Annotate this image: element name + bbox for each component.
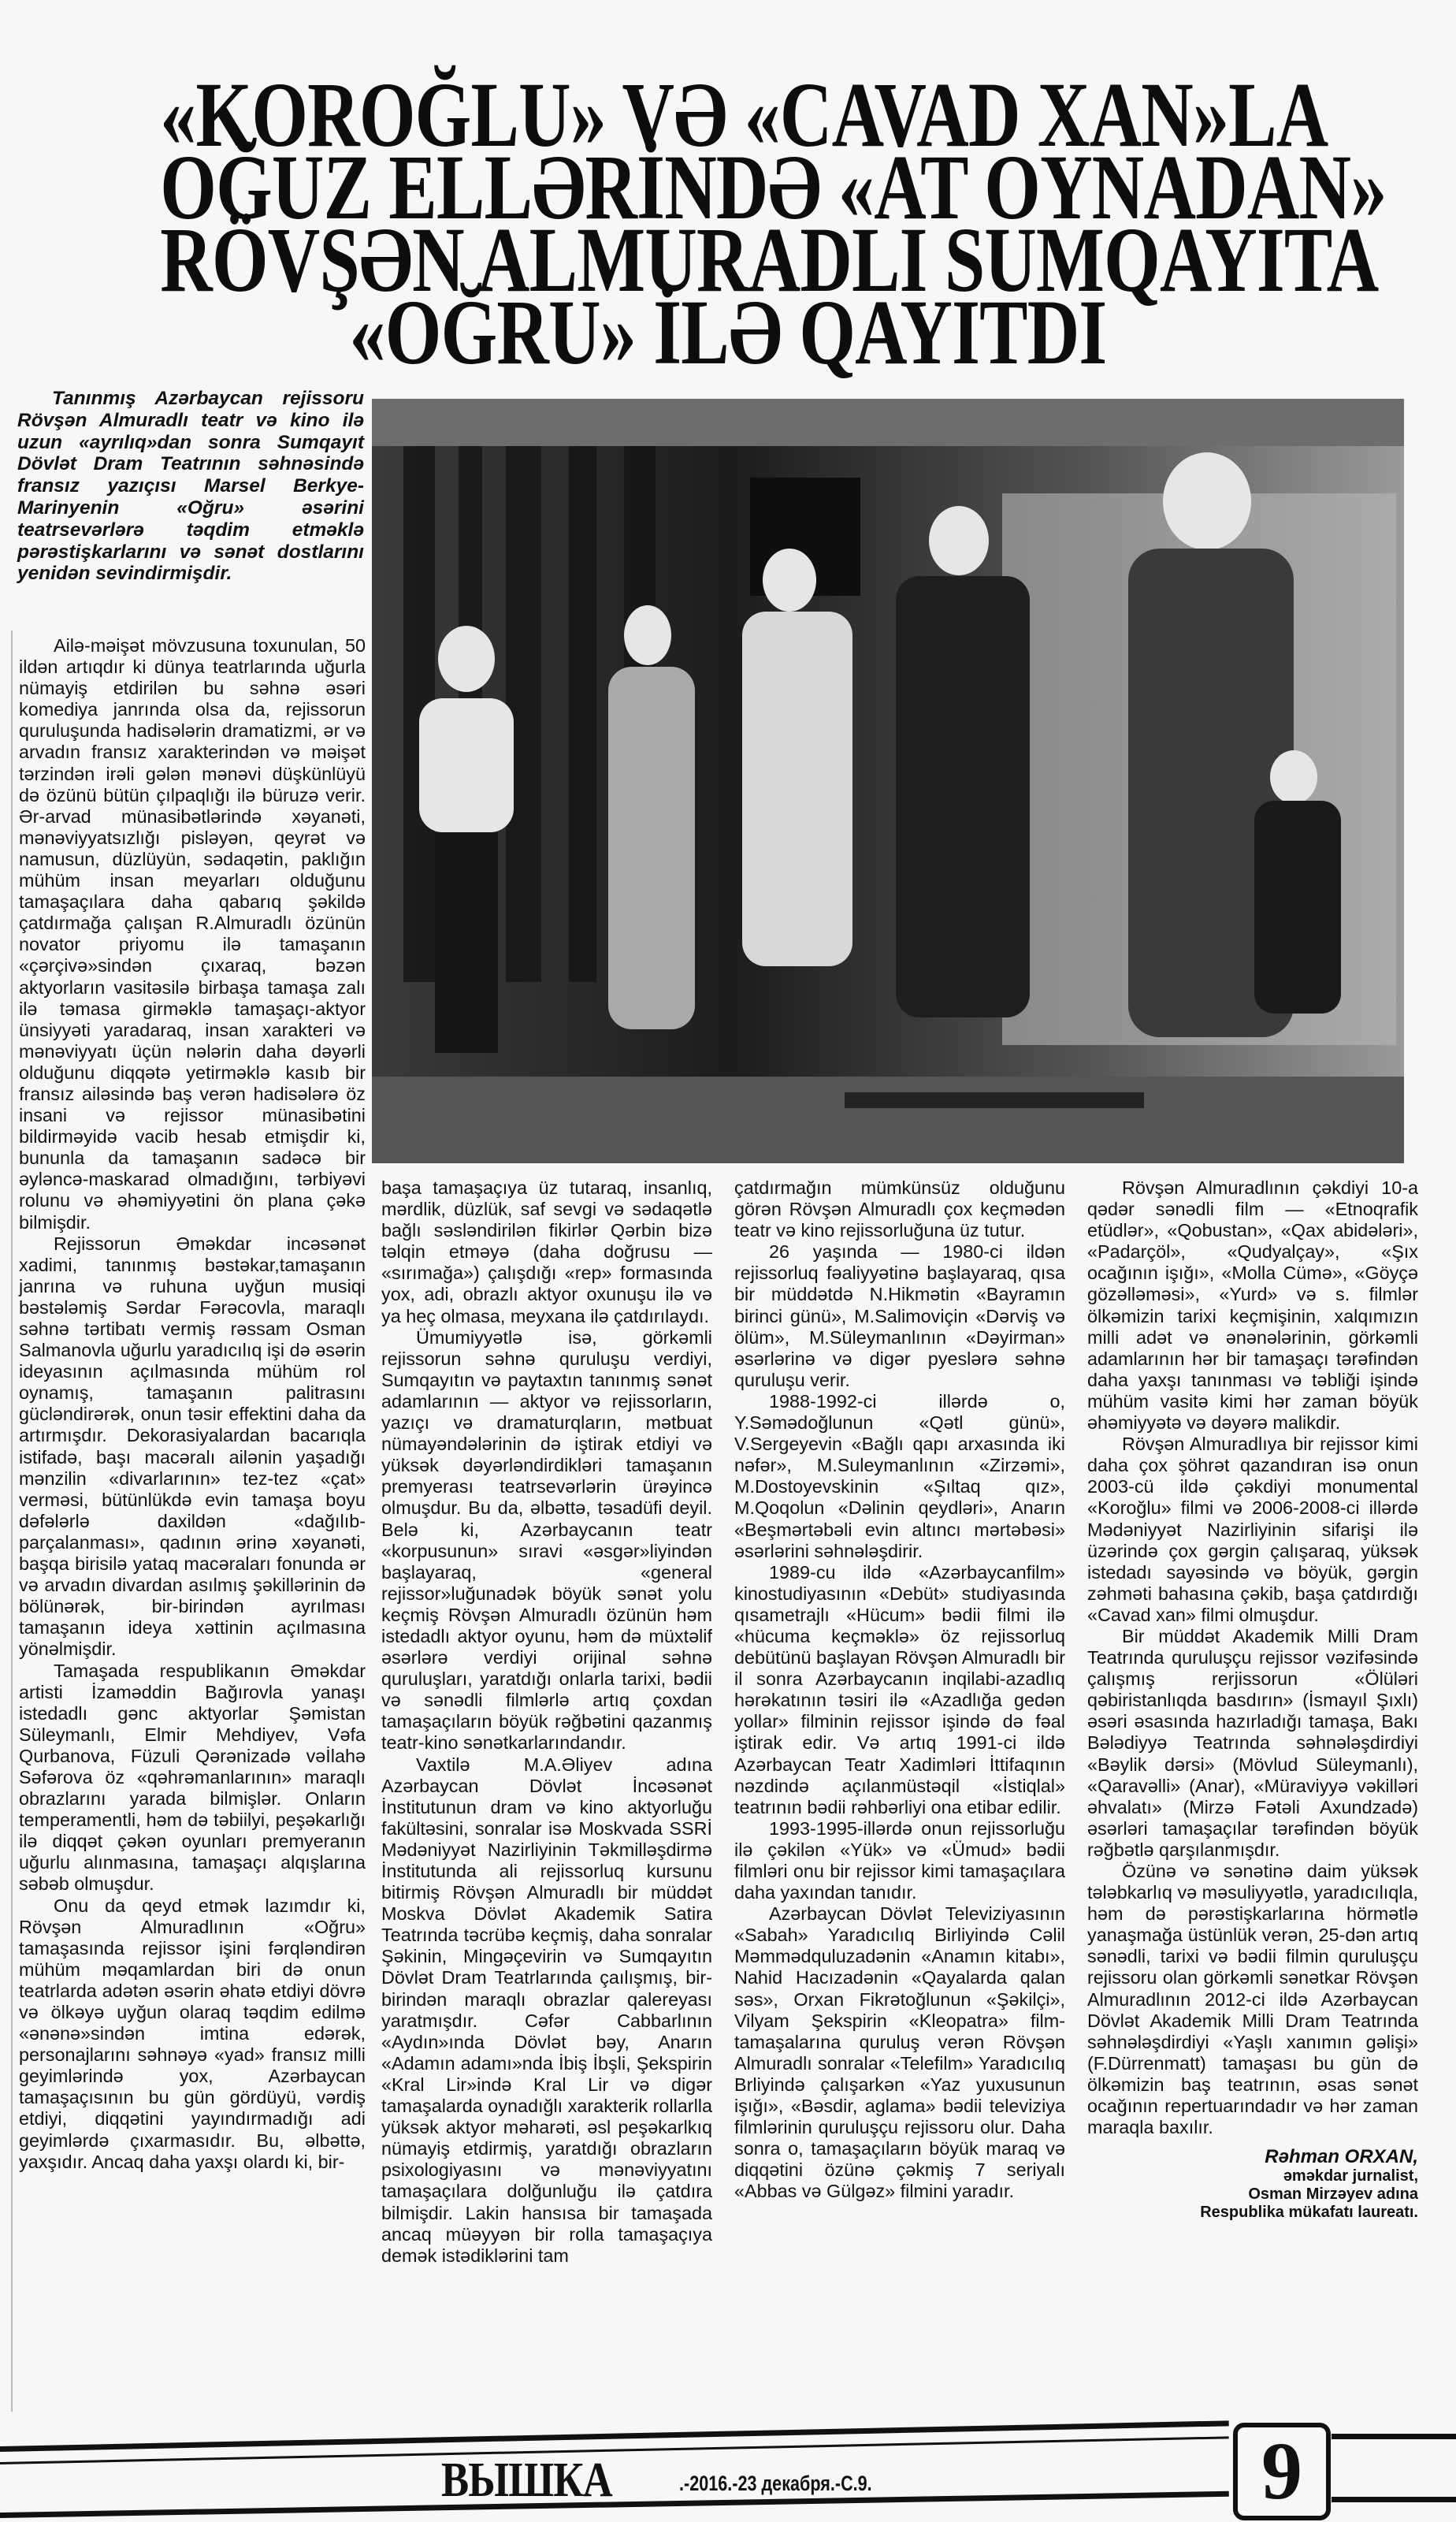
lead-paragraph: Tanınmış Azərbaycan rejissoru Rövşən Almuradlı teatr və kino ilə uzun «ayrılıq»dan sonra Sumqayıt Dövlət Dram Teatrının səhnəsində fransız yazıçısı Marsel Berkye-Marinyenin «Oğru» əsərini teatrsevərlərə təqdim etməklə pərəstişkarlarını və sənət dostlarını yenidən sevindirmişdir. [17, 388, 364, 585]
headline-line: «OĞRU» İLƏ QAYITDI [349, 281, 1107, 384]
footer-rule [0, 2491, 1229, 2518]
paragraph: Vaxtilə M.A.Əliyev adına Azərbaycan Dövlət İncəsənət İnstitutunun dram və kino aktyorluğu fakültəsini, sonralar isə Moskvada SSRİ Mədəniyyət Nazirliyinin Təkmilləşdirmə İnstitutunda ali rejissorluq kursunu bitirmiş Rövşən Almuradlı bir müddət Moskva Dövlət Akademik Satira Teatrında təcrübə keçmiş, daha sonralar Şəkinin, Mingəçevirin və Sumqayıtın Dövlət Dram Teatrlarında çaılışmış, bir-birindən maraqlı obrazlar qalereyası yaratmışdır. Cəfər Cabbarlının «Aydın»ında Dövlət bəy, Anarın «Adamın adamı»nda İbiş İbşli, Şekspirin «Kral Lir»ində Kral Lir və digər tamaşalarda oynadığlı xarakterik rollarlla yüksək aktyor məharəti, əsl peşəkarlkıq nümayiş etdirmiş, yaratdığı obrazların psixologiyasını və mənəviyyatını tamaşaçılara dolğunluğu ilə çatdıra bilmişdir. Lakin hansısa bir tamaşada ancaq müəyyən bir rolla tamaşaçıya demək istədiklərini tam [381, 1754, 712, 2266]
headline-line: «KOROĞLU» VƏ «CAVAD XAN»LA [160, 63, 1328, 166]
page-number: 9 [1233, 2423, 1331, 2520]
footer-rule [1332, 2434, 1456, 2439]
paragraph: Rejissorun Əməkdar incəsənət xadimi, tanınmış bəstəkar,tamaşanın janrına və ruhuna uyğun musiqi bəstələmiş Sərdar Fərəcovla, maraqlı səhnə tərtibatı vermiş rəssam Osman Salmanovla uğurlu yaradıcılıq işi də əsərin ideyasının açılmasında mühüm rol oynamış, tamaşanın palitrasını gücləndirərək, onun təsir effektini daha da artırmışdır. Dekorasiyalardan bacarıqla istifadə, başı macəralı ailənin yaşadığı mənzilin «divarlarının» tez-tez «çat» verməsi, bütünlükdə evin tamaşa boyu dəfələrlə daxildən «dağılıb- parçalanması», qadının ərinə xəyanəti, başqa birisilə yataq macəraları fonunda ər və arvadın divardan asılmış şəkillərinin də bölünərək, bir-birindən ayrılması tamaşanın ideya xəttinin açılmasına yönəlmişdir. [19, 1233, 366, 1660]
author-signature [1087, 2146, 1418, 2222]
author-award: Respublika mükafatı laureatı. [1200, 2204, 1418, 2222]
headline [0, 63, 1456, 384]
article-column-1 [19, 635, 366, 2173]
issue-info: .-2016.-23 декабря.-С.9. [679, 2472, 872, 2495]
article-column-3 [734, 1177, 1065, 2203]
article-column-2 [381, 1177, 712, 2267]
footer-rule [0, 2436, 1229, 2464]
paragraph: başa tamaşaçıya üz tutaraq, insanlıq, mərdlik, düzlük, saf sevgi və sədaqətlə bağlı səsləndirilən fikirlər Qərbin bizə təlqin etməyə (daha doğrusu — «sırımağa») çalışdığı «rep» formasında yox, adi, obrazlı aktyor oxunuşu ilə və ya heç olmasa, meyxana ilə çatdırılaydı. [381, 1177, 712, 1326]
paragraph: 1993-1995-illərdə onun rejissorluğu ilə çəkilən «Yük» və «Ümud» bədii filmləri onu bir rejissor kimi tamaşaçılara daha yaxından tanıdır. [734, 1817, 1065, 1903]
paragraph: 1988-1992-ci illərdə o, Y.Səmədoğlunun «Qətl günü», V.Sergeyevin «Bağlı qapı arxasında iki nəfər», M.Suleymanlının «Zirzəmi», M.Dostoyevskinin «Şıltaq qız», M.Qoqolun «Dəlinin qeydləri», Anarın «Beşmərtəbəli evin altıncı mərtəbəsi» əsərlərini səhnələşdirir. [734, 1390, 1065, 1561]
paragraph: 1989-cu ildə «Azərbaycanfilm» kinostudiyasının «Debüt» studiyasında qısametrajlı «Hücum» bədii filmi ilə «hücuma keçməklə» öz rejissorluq debütünü başlayan Rövşən Almuradlı bir il sonra Azərbaycanın inqilabi-azadlıq hərəkatının təsiri ilə «Azadlığa gedən yollar» filminin rejissor işində də fəal iştirak edir. Və artıq 1991-ci ildə Azərbaycan Teatr Xadimləri İttifaqının nəzdində açılanmüstəqil «İstiqlal» teatrının bədii rəhbərliyi ona etibar edilir. [734, 1561, 1065, 1817]
newspaper-name: ВЫШКА [441, 2453, 612, 2507]
headline-line: RÖVŞƏN ALMURADLI SUMQAYITA [160, 208, 1379, 311]
footer-rule [1332, 2497, 1456, 2502]
author-name: Rəhman ORXAN, [1265, 2146, 1418, 2168]
paragraph: Rövşən Almuradlının çəkdiyi 10-a qədər sənədli film — «Etnoqrafik etüdlər», «Qobustan», «Qax abidələri», «Padarçöl», «Qudyalçay», «Şıx ocağının işığı», «Molla Cümə», «Göyçə gözəlləməsi», «Yurd» və s. filmlər ölkəmizin tarixi keçmişinin, xalqımızın milli adət və ənənələrinin, görkəmli adamlarının hər bir tamaşaçı tərəfindən daha yaxşı tanınması və təbliği işində mühüm vasitə kimi hər zaman böyük əhəmiyyətə və dəyərə malikdir. [1087, 1177, 1418, 1434]
headline-line: OĞUZ ELLƏRİNDƏ «AT OYNADAN» [160, 136, 1387, 239]
paragraph: Onu da qeyd etmək lazımdır ki, Rövşən Almuradlının «Oğru» tamaşasında rejissor işini fərqləndirən mühüm məqamlardan biri də onun teatrlarda adətən əsərin əhatə etdiyi dövrə və ölkəyə uyğun olaraq təqdim edilmə «ənənə»sindən imtina edərək, personajlarını səhnəyə «yad» fransız milli geyimlərində yox, Azərbaycan tamaşaçısının bu gün gördüyü, vərdiş etdiyi, diqqətini yayındırmadığı adi geyimlərdə çıxarmasıdır. Bu, əlbəttə, yaxşıdır. Ancaq daha yaxşı olardı ki, bir- [19, 1895, 366, 2172]
paragraph: Rövşən Almuradlıya bir rejissor kimi daha çox şöhrət qazandıran isə onun 2003-cü ildə çəkdiyi monumental «Koroğlu» filmi və 2006-2008-ci illərdə Mədəniyyət Nazirliyinin sifarişi ilə üzərində çox gərgin çalışaraq, yüksək istedadı sayəsində və böyük, gərgin zəhməti bahasına çəkib, başa çatdırdığı «Cavad xan» filmi olmuşdur. [1087, 1434, 1418, 1625]
paragraph: Bir müddət Akademik Milli Dram Teatrında quruluşçu rejissor vəzifəsində çalışmış rerjissorun «Ölüləri qəbiristanlıqda basdırın» (İsmayıl Şıxlı) əsəri əsasında hazırladığı tamaşa, Bakı Bələdiyyə Teatrında səhnələşdirdiyi «Bəylik dərsi» (Mövlud Süleymanlı), «Qaravəlli» (Anar), «Müraviyyə vəkilləri əhvalatı» (Mirzə Fətəli Axundzadə) əsərləri tamaşaçılar tərəfindən böyük rəğbətlə qarşılanmışdır. [1087, 1625, 1418, 1860]
paragraph: Tamaşada respublikanın Əməkdar artisti İzaməddin Bağırovla yanaşı istedadlı gənc aktyorlar Şəmistan Süleymanlı, Elmir Mehdiyev, Vəfa Qurbanova, Füzuli Qərənizadə vəİlahə Səfərova öz «qəhrəmanlarının» maraqlı obrazlarını yarada bilmişlər. Onların temperamentli, həm də təbiilyi, peşəkarlığı ilə diqqət çəkən oyunları premyeranın uğurlu alınmasına, tamaşaçı alqışlarına səbəb olmuşdur. [19, 1660, 366, 1895]
author-award: Osman Mirzəyev adına [1248, 2185, 1418, 2204]
paragraph: çatdırmağın mümkünsüz olduğunu görən Rövşən Almuradlı çox keçmədən teatr və kino rejissorluğuna üz tutur. [734, 1177, 1065, 1241]
page-footer [0, 2412, 1456, 2522]
article-column-4 [1087, 1177, 1418, 2222]
column-edge-rule [11, 630, 13, 2412]
footer-rule [0, 2420, 1229, 2452]
author-title: əməkdar jurnalist, [1283, 2167, 1418, 2185]
paragraph: Ümumiyyətlə isə, görkəmli rejissorun səhnə quruluşu verdiyi, Sumqayıtın və paytaxtın tanınmış sənət adamlarının — aktyor və rejissorların, yazıçı və dramaturqların, mətbuat nümayəndələrinin də iştirak etdiyi və yüksək dəyərləndirdikləri tamaşanın premyerası teatrsevərlərin ürəyincə olmuşdur. Bu da, əlbəttə, təsadüfi deyil. Belə ki, Azərbaycanın teatr «korpusunun» sıravi «əsgər»liyindən başlayaraq, «general rejissor»luğunadək böyük sənət yolu keçmiş Rövşən Almuradlı özünün həm istedadlı aktyor oyunu, həm də müxtəlif əsərlərə verdiyi orijinal səhnə quruluşları, yaratdığı onlarla tarixi, bədii və sənədli filmlərlə artıq çoxdan tamaşaçıların böyük rəğbətini qazanmış teatr-kino sənətkarlarındandır. [381, 1326, 712, 1754]
stage-photo-icon [372, 399, 1404, 1163]
paragraph: Özünə və sənətinə daim yüksək tələbkarlıq və məsuliyyətlə, yaradıcılıqla, həm də pərəstişkarlarına hörmətlə yanaşmağa üstünlük verən, 25-dən artıq sənədli, tarixi və bədii filmin quruluşçu rejissoru olan görkəmli sənətkar Rövşən Almuradlının 2012-ci ildə Azərbaycan Dövlət Akademik Milli Dram Teatrında səhnələşdirdiyi «Yaşlı xanımın gəlişi» (F.Dürrenmatt) tamaşası bu gün də ölkəmizin baş teatrının, əsas sənət ocağının repertuarındadır və hər zaman maraqla baxılır. [1087, 1861, 1418, 2138]
paragraph: Azərbaycan Dövlət Televiziyasının «Sabah» Yaradıcılıq Birliyində Cəlil Məmmədquluzadənin «Anamın kitabı», Nahid Hacızadənin «Qayalarda qalan səs», Orxan Fikrətoğlunun «Şəkilçi», Vilyam Şekspirin «Kleopatra» film-tamaşalarına quruluş verən Rövşən Almuradlı sonralar «Telefilm» Yaradıcılıq Brliyində çalışarkən «Yaz yuxusunun işığı», «Bəsdir, aglama» bədii televiziya filmlərinin quruluşçu rejissoru olur. Daha sonra o, tamaşaçıların böyük maraq və diqqətini özünə çəkmiş 7 seriyalı «Abbas və Gülgəz» filmini yaradır. [734, 1903, 1065, 2202]
paragraph: Ailə-məişət mövzusuna toxunulan, 50 ildən artıqdır ki dünya teatrlarında uğurla nümayiş etdirilən bu səhnə əsəri komediya janrında olsa da, rejissorun quruluşunda hadisələrin dramatizmi, ər və arvadın fransız xarakterindən və məişət tərzindən irəli gələn mənəvi düşkünlüyü də özünü bütün çılpaqlığı ilə büruzə verir. Ər-arvad münasibətlərində xəyanəti, mənəviyyatsızlığı pisləyən, qeyrət və namusun, düzlüyün, sədaqətin, paklığın mühüm insan meyarları olduğunu tamaşaçılara daha qabarıq şəkildə çatdırmağa çalışan R.Almuradlı özünün novator priyomu ilə tamaşanın «çərçivə»sindən çıxaraq, bəzən aktyorların vasitəsilə birbaşa tamaşa zalı ilə təmasa girməklə tamaşaçı-aktyor ünsiyyəti yaradaraq, insan xarakteri və mənəviyyatı üçün nələrin daha dəyərli olduğunu diqqətə yetirməklə kasıb bir fransız ailəsində baş verən hadisələrə öz insani və rejissor münasibətini bildirməyidə vacib hesab etmişdir ki, bununla da tamaşanın sadəcə bir əyləncə-maskarad olmadığını, tərbiyəvi rolunu və əhəmiyyətini ön plana çəkə bilmişdir. [19, 635, 366, 1233]
paragraph: 26 yaşında — 1980-ci ildən rejissorluq fəaliyyətinə başlayaraq, qısa bir müddətdə N.Hikmətin «Bayramın birinci günü», M.Salimoviçin «Dərviş və ölüm», M.Süleymanlının «Dəyirman» əsərlərinə və digər pyeslərə səhnə quruluşu verir. [734, 1241, 1065, 1390]
stage-photo [372, 399, 1404, 1163]
